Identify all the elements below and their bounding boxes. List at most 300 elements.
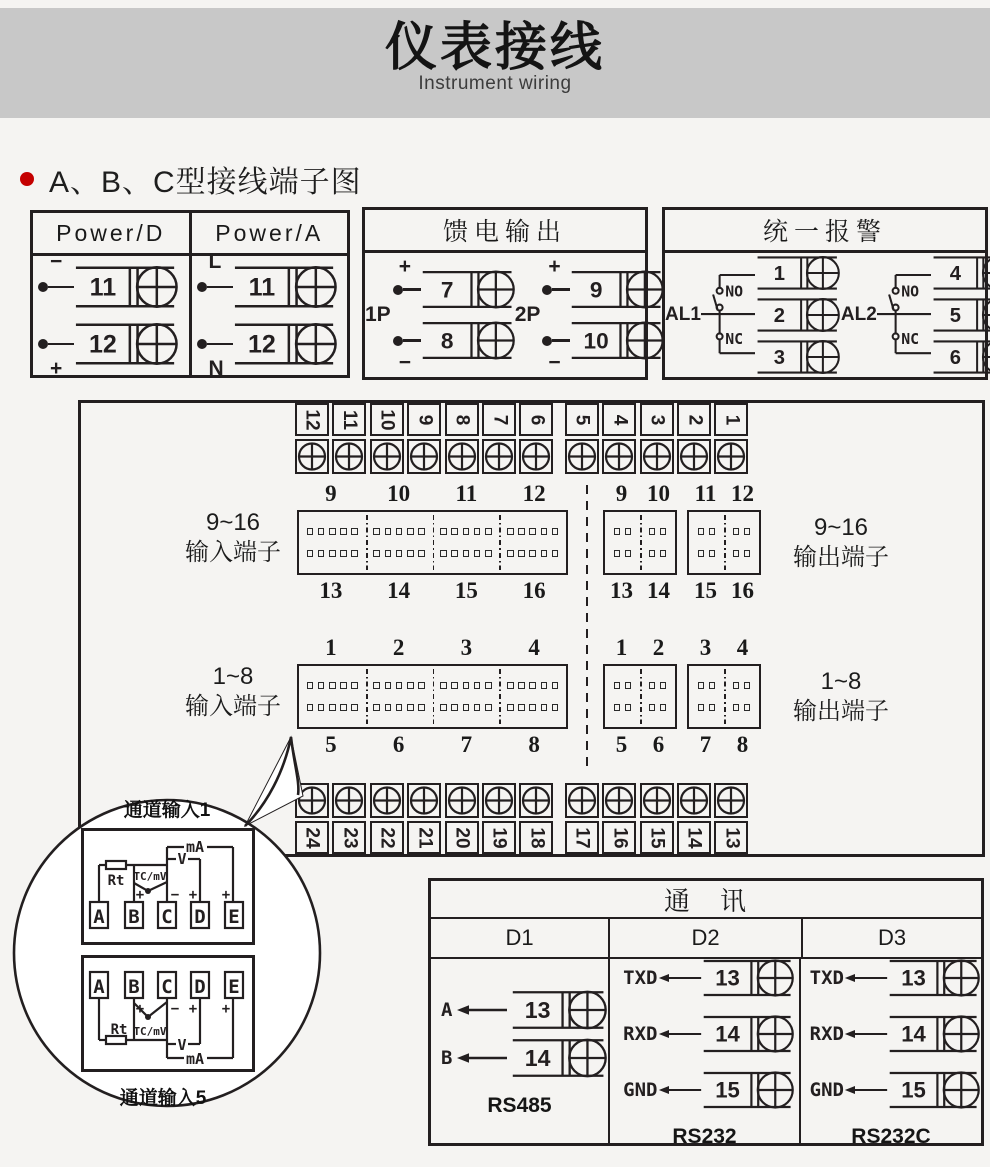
comm-row bbox=[802, 955, 980, 1001]
svg-text:D: D bbox=[194, 976, 206, 998]
screw-terminal-icon bbox=[602, 439, 636, 474]
terminal-number: 2 bbox=[392, 635, 405, 660]
screw-terminal-icon bbox=[677, 783, 711, 818]
screw-terminal-icon bbox=[931, 252, 990, 294]
terminal-slot bbox=[38, 318, 189, 380]
comm-standard-label: RS232 bbox=[672, 1124, 737, 1148]
svg-text:14: 14 bbox=[901, 1021, 926, 1047]
terminal-pin bbox=[340, 528, 347, 535]
comm-row bbox=[802, 1011, 980, 1057]
comm-standard-label: RS232C bbox=[851, 1124, 931, 1148]
alarm-terminals bbox=[931, 252, 990, 378]
terminal-pin bbox=[474, 682, 481, 689]
connector-block bbox=[603, 664, 677, 729]
svg-text:8: 8 bbox=[440, 328, 454, 354]
terminal-number: 13 bbox=[610, 578, 633, 603]
terminal-number: 13 bbox=[714, 821, 748, 854]
wire-lead bbox=[403, 339, 421, 342]
screw-terminal-icon bbox=[332, 783, 366, 818]
terminal-slot bbox=[38, 250, 189, 313]
terminal-pin bbox=[418, 528, 425, 535]
connector-block bbox=[603, 510, 677, 575]
terminal-number: 19 bbox=[482, 821, 516, 854]
svg-text:11: 11 bbox=[89, 273, 117, 302]
svg-text:Rt: Rt bbox=[107, 873, 125, 889]
terminal-number: 5 bbox=[615, 732, 628, 757]
screw-terminal-icon bbox=[570, 317, 664, 364]
svg-text:C: C bbox=[161, 906, 173, 928]
terminal-slot bbox=[542, 317, 664, 374]
terminal-pin bbox=[552, 550, 559, 557]
polarity-sign: − bbox=[548, 351, 561, 374]
terminal-number: 9 bbox=[615, 481, 628, 506]
spdt-switch-icon bbox=[701, 252, 755, 378]
terminal-pin bbox=[614, 528, 621, 535]
terminal-pin bbox=[529, 550, 536, 557]
terminal-pin bbox=[507, 528, 514, 535]
terminal-pin bbox=[340, 682, 347, 689]
screw-terminal-icon bbox=[565, 439, 599, 474]
strip-terminal bbox=[332, 783, 366, 854]
terminal-pin bbox=[541, 528, 548, 535]
terminal-pin bbox=[451, 550, 458, 557]
strip-terminal bbox=[482, 403, 516, 474]
wire-dot-icon bbox=[542, 336, 552, 346]
terminal-pin bbox=[318, 704, 325, 711]
terminal-pin bbox=[660, 704, 667, 711]
page-title: 仪表接线 bbox=[384, 19, 605, 77]
connector-block bbox=[297, 664, 568, 729]
strip-terminal bbox=[407, 403, 441, 474]
strip-terminal bbox=[332, 403, 366, 474]
terminal-number: 23 bbox=[332, 821, 366, 854]
terminal-number: 24 bbox=[295, 821, 329, 854]
svg-text:TC/mV: TC/mV bbox=[133, 1025, 167, 1038]
group-divider bbox=[724, 515, 726, 570]
screw-terminal-icon bbox=[714, 439, 748, 474]
svg-text:NO: NO bbox=[725, 282, 744, 301]
terminal-number: 12 bbox=[295, 403, 329, 436]
terminal-pin bbox=[474, 550, 481, 557]
screw-terminal-icon bbox=[74, 318, 178, 370]
terminal-pin bbox=[507, 682, 514, 689]
svg-text:E: E bbox=[228, 976, 240, 998]
terminal-pin bbox=[340, 704, 347, 711]
terminal-pin bbox=[407, 528, 414, 535]
wire-lead bbox=[48, 286, 74, 289]
strip-terminal bbox=[714, 783, 748, 854]
strip-terminal bbox=[519, 403, 553, 474]
terminal-number: 9 bbox=[407, 403, 441, 436]
wire-dot-icon bbox=[197, 282, 207, 292]
strip-terminal bbox=[407, 783, 441, 854]
terminal-pin bbox=[440, 704, 447, 711]
terminal-pin bbox=[407, 704, 414, 711]
terminal-pin bbox=[614, 682, 621, 689]
terminal-number: 5 bbox=[565, 403, 599, 436]
screw-terminal-icon bbox=[677, 439, 711, 474]
terminal-pin bbox=[463, 550, 470, 557]
svg-text:TC/mV: TC/mV bbox=[133, 870, 167, 883]
terminal-number: 7 bbox=[482, 403, 516, 436]
arrow-left-icon bbox=[844, 1027, 888, 1041]
terminal-number: 11 bbox=[694, 481, 717, 506]
terminal-pin bbox=[396, 704, 403, 711]
terminal-pin bbox=[698, 550, 705, 557]
screw-terminal-icon bbox=[519, 439, 553, 474]
svg-text:NC: NC bbox=[725, 329, 744, 348]
svg-text:6: 6 bbox=[949, 347, 961, 369]
wire-dot-icon bbox=[542, 285, 552, 295]
terminal-pin bbox=[744, 704, 751, 711]
terminal-pin bbox=[649, 528, 656, 535]
terminal-pin bbox=[474, 704, 481, 711]
svg-text:11: 11 bbox=[248, 273, 275, 302]
terminal-pin bbox=[373, 528, 380, 535]
screw-terminal-icon bbox=[714, 783, 748, 818]
input-block-1-8 bbox=[297, 635, 568, 758]
comm-header-d3: D3 bbox=[801, 919, 981, 957]
terminal-pin bbox=[385, 704, 392, 711]
terminal-pin bbox=[385, 682, 392, 689]
comm-rows bbox=[802, 955, 980, 1113]
svg-text:15: 15 bbox=[714, 1077, 740, 1103]
signal-label: RXD bbox=[809, 1022, 844, 1045]
svg-text:15: 15 bbox=[901, 1077, 926, 1103]
strip-terminal bbox=[602, 403, 636, 474]
strip-terminal bbox=[640, 783, 674, 854]
strip-terminal bbox=[519, 783, 553, 854]
terminal-pin bbox=[440, 528, 447, 535]
terminal-number: 10 bbox=[647, 481, 670, 506]
arrow-left-icon bbox=[844, 971, 888, 985]
screw-terminal-icon bbox=[570, 266, 664, 313]
signal-label: GND bbox=[809, 1078, 844, 1101]
output-9-16-label: 9~16 输出端子 bbox=[793, 514, 889, 571]
screw-terminal-icon bbox=[370, 439, 404, 474]
terminal-number: 16 bbox=[522, 578, 546, 603]
svg-text:12: 12 bbox=[88, 330, 117, 359]
terminal-slot bbox=[393, 317, 515, 374]
terminal-number: 11 bbox=[332, 403, 366, 436]
wire-dot-icon bbox=[38, 282, 48, 292]
section-heading-text: A、B、C型接线端子图 bbox=[49, 166, 362, 199]
group-divider bbox=[499, 669, 501, 724]
power-d-cell bbox=[33, 250, 192, 380]
terminal-number: 13 bbox=[319, 578, 343, 603]
svg-text:E: E bbox=[228, 906, 240, 928]
wire-dot-icon bbox=[197, 339, 207, 349]
strip-terminal bbox=[370, 783, 404, 854]
comm-row bbox=[616, 1067, 794, 1113]
terminal-pin bbox=[340, 550, 347, 557]
alarm-box bbox=[662, 207, 988, 380]
output-block-11-12 bbox=[687, 481, 761, 604]
terminal-pin bbox=[507, 704, 514, 711]
terminal-number: 7 bbox=[460, 732, 473, 757]
terminal-number: 1 bbox=[615, 635, 628, 660]
wire-lead bbox=[207, 286, 233, 289]
svg-text:4: 4 bbox=[949, 263, 961, 285]
terminal-number: 15 bbox=[640, 821, 674, 854]
power-d-header: Power/D bbox=[33, 213, 192, 253]
terminal-pin bbox=[552, 704, 559, 711]
terminal-number: 4 bbox=[528, 635, 540, 660]
terminal-pin bbox=[614, 704, 621, 711]
terminal-number: 6 bbox=[652, 732, 665, 757]
terminal-pin bbox=[418, 682, 425, 689]
screw-terminal-icon bbox=[511, 986, 607, 1034]
terminal-pin bbox=[373, 704, 380, 711]
terminal-number: 16 bbox=[602, 821, 636, 854]
terminal-pin bbox=[733, 528, 740, 535]
wire-dot-icon bbox=[393, 336, 403, 346]
terminal-pin bbox=[385, 528, 392, 535]
terminal-pin bbox=[625, 550, 632, 557]
terminal-pin bbox=[518, 550, 525, 557]
channel-input-1-diagram bbox=[81, 828, 255, 945]
svg-text:+: + bbox=[188, 887, 198, 903]
terminal-number: 8 bbox=[445, 403, 479, 436]
terminal-pin bbox=[518, 682, 525, 689]
svg-text:−: − bbox=[170, 1001, 180, 1017]
terminal-number: 10 bbox=[387, 481, 411, 506]
svg-text:mA: mA bbox=[185, 1050, 205, 1068]
signal-label: TXD bbox=[809, 966, 844, 989]
screw-terminal-icon bbox=[519, 783, 553, 818]
terminal-pin bbox=[552, 682, 559, 689]
group-divider bbox=[499, 515, 501, 570]
svg-text:14: 14 bbox=[524, 1044, 551, 1071]
terminal-pin bbox=[407, 550, 414, 557]
terminal-slot bbox=[197, 250, 348, 313]
strip-terminal bbox=[295, 403, 329, 474]
polarity-sign: L bbox=[208, 250, 222, 273]
terminal-pin bbox=[518, 704, 525, 711]
svg-text:V: V bbox=[177, 1036, 187, 1054]
terminal-number: 4 bbox=[602, 403, 636, 436]
svg-text:1: 1 bbox=[773, 263, 785, 285]
comm-rows bbox=[616, 955, 794, 1113]
terminal-number: 14 bbox=[647, 578, 670, 603]
terminal-pin bbox=[318, 550, 325, 557]
terminal-number: 6 bbox=[519, 403, 553, 436]
polarity-sign: + bbox=[548, 255, 561, 278]
terminal-pin bbox=[307, 704, 314, 711]
screw-terminal-icon bbox=[755, 294, 841, 336]
svg-text:mA: mA bbox=[185, 838, 205, 856]
terminal-pin bbox=[351, 550, 358, 557]
comm-standard-label: RS485 bbox=[487, 1093, 552, 1117]
section-heading bbox=[20, 157, 362, 201]
terminal-pin bbox=[440, 550, 447, 557]
terminal-number: 12 bbox=[522, 481, 546, 506]
terminal-pin bbox=[407, 682, 414, 689]
svg-text:+: + bbox=[221, 1001, 231, 1017]
terminal-number: 1 bbox=[714, 403, 748, 436]
power-a-header: Power/A bbox=[215, 219, 324, 246]
comm-rows bbox=[433, 986, 607, 1082]
terminal-number: 8 bbox=[528, 732, 540, 757]
terminal-number: 4 bbox=[736, 635, 749, 660]
channel-input-5-diagram bbox=[81, 955, 255, 1072]
terminal-pin bbox=[474, 528, 481, 535]
signal-label: RXD bbox=[623, 1022, 658, 1045]
strip-terminal bbox=[565, 783, 599, 854]
screw-terminal-icon bbox=[931, 336, 990, 378]
screw-terminal-icon bbox=[407, 439, 441, 474]
terminal-pin bbox=[649, 550, 656, 557]
spdt-switch-icon bbox=[877, 252, 931, 378]
terminal-number: 18 bbox=[519, 821, 553, 854]
wire-lead bbox=[207, 343, 233, 346]
screw-terminal-icon bbox=[888, 955, 980, 1001]
screw-terminal-icon bbox=[931, 294, 990, 336]
bottom-terminal-strip bbox=[295, 783, 748, 854]
comm-row bbox=[802, 1067, 980, 1113]
screw-terminal-icon bbox=[295, 439, 329, 474]
svg-text:B: B bbox=[128, 976, 140, 998]
screw-terminal-icon bbox=[332, 439, 366, 474]
terminal-slot bbox=[197, 318, 348, 380]
comm-row bbox=[616, 1011, 794, 1057]
input-1-8-label: 1~8 输入端子 bbox=[185, 663, 281, 720]
wire-dot-icon bbox=[38, 339, 48, 349]
terminal-number: 2 bbox=[652, 635, 665, 660]
terminal-pin bbox=[463, 528, 470, 535]
terminal-number: 3 bbox=[460, 635, 473, 660]
alarm-label: AL1 bbox=[665, 304, 701, 325]
comm-header-d2: D2 bbox=[608, 919, 801, 957]
wire-lead bbox=[48, 343, 74, 346]
terminal-pin bbox=[463, 682, 470, 689]
svg-text:+: + bbox=[188, 1001, 198, 1017]
terminal-pin bbox=[307, 682, 314, 689]
strip-terminal bbox=[677, 403, 711, 474]
terminal-pin bbox=[351, 704, 358, 711]
feed-output-title: 馈电输出 bbox=[365, 210, 645, 253]
screw-terminal-icon bbox=[421, 266, 515, 313]
terminal-pin bbox=[744, 550, 751, 557]
connector-block bbox=[687, 664, 761, 729]
arrow-left-icon bbox=[453, 1051, 511, 1065]
terminal-pin bbox=[660, 550, 667, 557]
svg-text:A: A bbox=[93, 906, 105, 928]
terminal-pin bbox=[307, 550, 314, 557]
svg-text:3: 3 bbox=[773, 347, 785, 369]
svg-text:7: 7 bbox=[440, 277, 454, 303]
terminal-pin bbox=[507, 550, 514, 557]
terminal-number: 14 bbox=[387, 578, 411, 603]
terminal-pin bbox=[744, 528, 751, 535]
connector-block bbox=[297, 510, 568, 575]
strip-terminal bbox=[370, 403, 404, 474]
terminal-pin bbox=[709, 528, 716, 535]
group-divider bbox=[433, 515, 435, 570]
svg-text:+: + bbox=[135, 887, 145, 903]
arrow-left-icon bbox=[658, 971, 702, 985]
terminal-pin bbox=[649, 704, 656, 711]
svg-text:−: − bbox=[170, 887, 180, 903]
svg-text:V: V bbox=[177, 850, 187, 868]
comm-cell-d2 bbox=[608, 959, 799, 1148]
terminal-number: 17 bbox=[565, 821, 599, 854]
group-divider bbox=[366, 515, 368, 570]
terminal-pin bbox=[614, 550, 621, 557]
terminal-number: 5 bbox=[325, 732, 337, 757]
terminal-pin bbox=[541, 682, 548, 689]
terminal-slot bbox=[393, 255, 515, 313]
svg-text:B: B bbox=[128, 906, 140, 928]
screw-terminal-icon bbox=[445, 439, 479, 474]
comm-row bbox=[616, 955, 794, 1001]
screw-terminal-icon bbox=[482, 439, 516, 474]
group-divider bbox=[366, 669, 368, 724]
terminal-pin bbox=[485, 704, 492, 711]
terminal-pin bbox=[396, 550, 403, 557]
terminal-number: 11 bbox=[455, 481, 478, 506]
svg-text:C: C bbox=[161, 976, 173, 998]
arrow-left-icon bbox=[453, 1003, 511, 1017]
screw-terminal-icon bbox=[407, 783, 441, 818]
connector-block bbox=[687, 510, 761, 575]
screw-terminal-icon bbox=[482, 783, 516, 818]
polarity-sign: − bbox=[398, 351, 411, 374]
strip-terminal bbox=[445, 403, 479, 474]
strip-terminal bbox=[602, 783, 636, 854]
screw-terminal-icon bbox=[233, 261, 337, 313]
terminal-pin bbox=[541, 704, 548, 711]
strip-terminal bbox=[714, 403, 748, 474]
terminal-pin bbox=[698, 528, 705, 535]
terminal-pin bbox=[318, 682, 325, 689]
svg-text:Rt: Rt bbox=[110, 1022, 128, 1038]
svg-text:13: 13 bbox=[714, 965, 740, 991]
terminal-pin bbox=[698, 682, 705, 689]
screw-terminal-icon bbox=[511, 1034, 607, 1082]
wire-lead bbox=[403, 288, 421, 291]
terminal-number: 10 bbox=[370, 403, 404, 436]
alarm-group-al2 bbox=[841, 252, 990, 378]
group-label: 1P bbox=[365, 303, 391, 326]
terminal-pin bbox=[733, 550, 740, 557]
svg-text:10: 10 bbox=[583, 328, 610, 354]
svg-text:13: 13 bbox=[524, 996, 551, 1023]
group-divider bbox=[640, 515, 642, 570]
terminal-pin bbox=[485, 550, 492, 557]
terminal-pin bbox=[485, 528, 492, 535]
screw-terminal-icon bbox=[421, 317, 515, 364]
terminal-pin bbox=[373, 682, 380, 689]
screw-terminal-icon bbox=[888, 1067, 980, 1113]
terminal-pin bbox=[660, 528, 667, 535]
terminal-pin bbox=[709, 550, 716, 557]
terminal-pin bbox=[451, 704, 458, 711]
terminal-pin bbox=[698, 704, 705, 711]
signal-label: B bbox=[441, 1046, 453, 1069]
output-1-8-label: 1~8 输出端子 bbox=[793, 668, 889, 725]
group-divider bbox=[433, 669, 435, 724]
terminal-pin bbox=[451, 682, 458, 689]
strip-terminal bbox=[445, 783, 479, 854]
alarm-title: 统一报警 bbox=[665, 210, 985, 253]
terminal-pin bbox=[733, 704, 740, 711]
terminal-pin bbox=[351, 528, 358, 535]
channel-input-5-label: 通道输入5 bbox=[119, 1088, 207, 1109]
output-block-3-4 bbox=[687, 635, 761, 758]
screw-terminal-icon bbox=[602, 783, 636, 818]
channel-input-1-label: 通道输入1 bbox=[123, 800, 211, 821]
